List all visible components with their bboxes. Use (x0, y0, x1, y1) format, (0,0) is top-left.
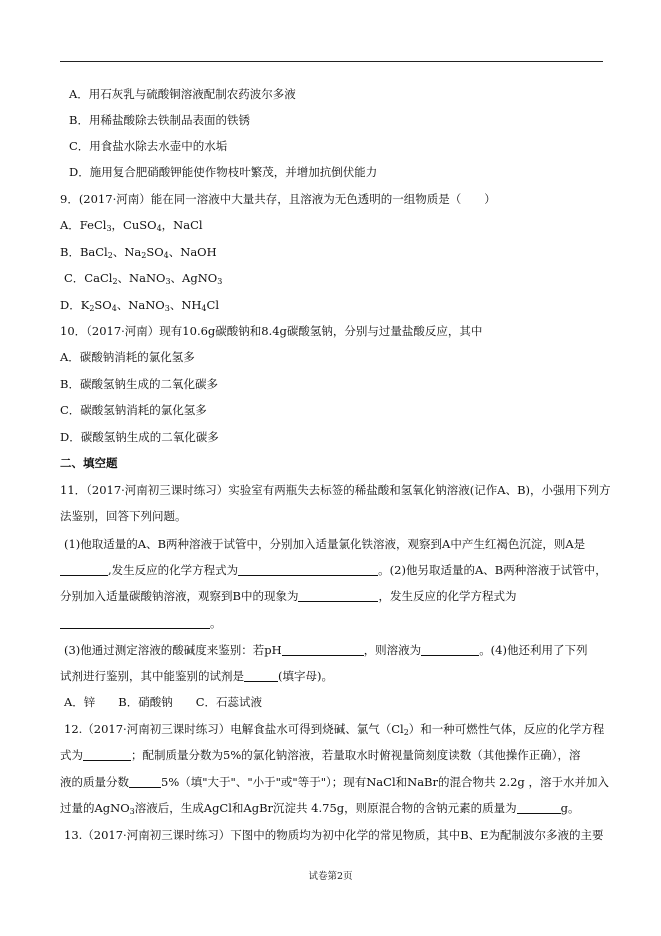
answer-blank[interactable] (83, 748, 131, 761)
q10-option-c: C．碳酸氢钠消耗的氯化氢多 (60, 403, 207, 417)
q10-option-b: B．碳酸氢钠生成的二氧化碳多 (60, 377, 218, 391)
q11-line-8: 试剂进行鉴别，其中能鉴别的试剂是 (填字母)。 (60, 669, 333, 683)
q11-line-4: ,发生反应的化学方程式为 。(2)他另取适量的A、B两种溶液于试管中， (60, 562, 607, 578)
q10-option-a: A．碳酸钠消耗的氯化氢多 (60, 350, 195, 364)
header-rule (60, 61, 603, 62)
answer-blank[interactable] (244, 669, 278, 682)
answer-blank[interactable] (421, 643, 479, 656)
answer-blank[interactable] (298, 589, 378, 602)
q8-option-d: D．施用复合肥硝酸钾能使作物枝叶繁茂，并增加抗倒伏能力 (69, 165, 378, 179)
q9-option-b: B．BaCl$_2$、$Na_2SO_4$、NaOH (60, 245, 217, 260)
q9-option-a: A．FeCl$_3$，CuSO$_4$，NaCl (60, 218, 203, 233)
answer-blank[interactable] (517, 801, 561, 814)
q12-line-3: 液的质量分数 5%（填"大于"、"小于"或"等于"）；现有NaCl和NaBr的混合物共 2.2g ，溶于水并加入 (60, 775, 609, 789)
answer-blank[interactable] (282, 643, 364, 656)
q12-line-1: 12.（2017·河南初三课时练习）电解食盐水可得到烧碱、氯气$(Cl_2)$和一种可燃性气体，反应的化学方程 (64, 722, 605, 737)
q10-option-d: D．碳酸氢钠生成的二氧化碳多 (60, 430, 219, 444)
answer-blank[interactable] (129, 775, 161, 788)
q8-option-a: A．用石灰乳与硫酸铜溶液配制农药波尔多液 (69, 87, 296, 101)
answer-blank[interactable] (238, 563, 378, 576)
q12-line-2: 式为 ；配制质量分数为5%的氯化钠溶液，若量取水时俯视量筒刻度读数（其他操作正确），溶 (60, 748, 581, 762)
answer-blank[interactable] (60, 616, 210, 629)
q8-option-b: B．用稀盐酸除去铁制品表面的铁锈 (69, 113, 250, 127)
q11-line-6: 。 (60, 615, 222, 631)
q11-line-3: (1)他取适量的A、B两种溶液于试管中，分别加入适量氯化铁溶液，观察到A中产生红褐色沉淀，则A是 (64, 537, 586, 551)
q13-line-1: 13.（2017·河南初三课时练习）下图中的物质均为初中化学的常见物质，其中B、E为配制波尔多液的主要 (64, 828, 604, 842)
q12-line-4: 过量的AgNO$_3$溶液后，生成AgCl和AgBr沉淀共 4.75g，则原混合物的含钠元素的质量为 g。 (60, 801, 580, 816)
answer-blank[interactable] (60, 563, 108, 576)
q11-line-5: 分别加入适量碳酸钠溶液，观察到B中的现象为 ，发生反应的化学方程式为 (60, 589, 517, 603)
q9-option-d: D．$K_2SO_4$、NaNO$_3$、$NH_4Cl$ (60, 298, 219, 313)
section-heading-fill-blank: 二、填空题 (60, 456, 118, 470)
q11-line-7: (3)他通过测定溶液的酸碱度来鉴别：若pH ，则溶液为 。(4)他还利用了下列 (64, 643, 588, 657)
q11-line-2: 法鉴别，回答下列问题。 (60, 509, 187, 523)
q11-line-1: 11．（2017·河南初三课时练习）实验室有两瓶失去标签的稀盐酸和氢氧化钠溶液(记作A、B)，小强用下列方 (60, 483, 611, 497)
q11-line-9: A．锌 B．硝酸钠 C．石蕊试液 (64, 695, 263, 709)
q8-option-c: C．用食盐水除去水壶中的水垢 (69, 139, 228, 153)
q9-stem: 9．(2017·河南）能在同一溶液中大量共存，且溶液为无色透明的一组物质是（ ） (60, 192, 496, 206)
page-footer: 试卷第2页 (308, 871, 353, 882)
q9-option-c: C．CaCl$_2$、NaNO$_3$、AgNO$_3$ (64, 271, 223, 286)
q10-stem: 10．（2017·河南）现有10.6g碳酸钠和8.4g碳酸氢钠，分别与过量盐酸反应，其中 (60, 324, 483, 338)
